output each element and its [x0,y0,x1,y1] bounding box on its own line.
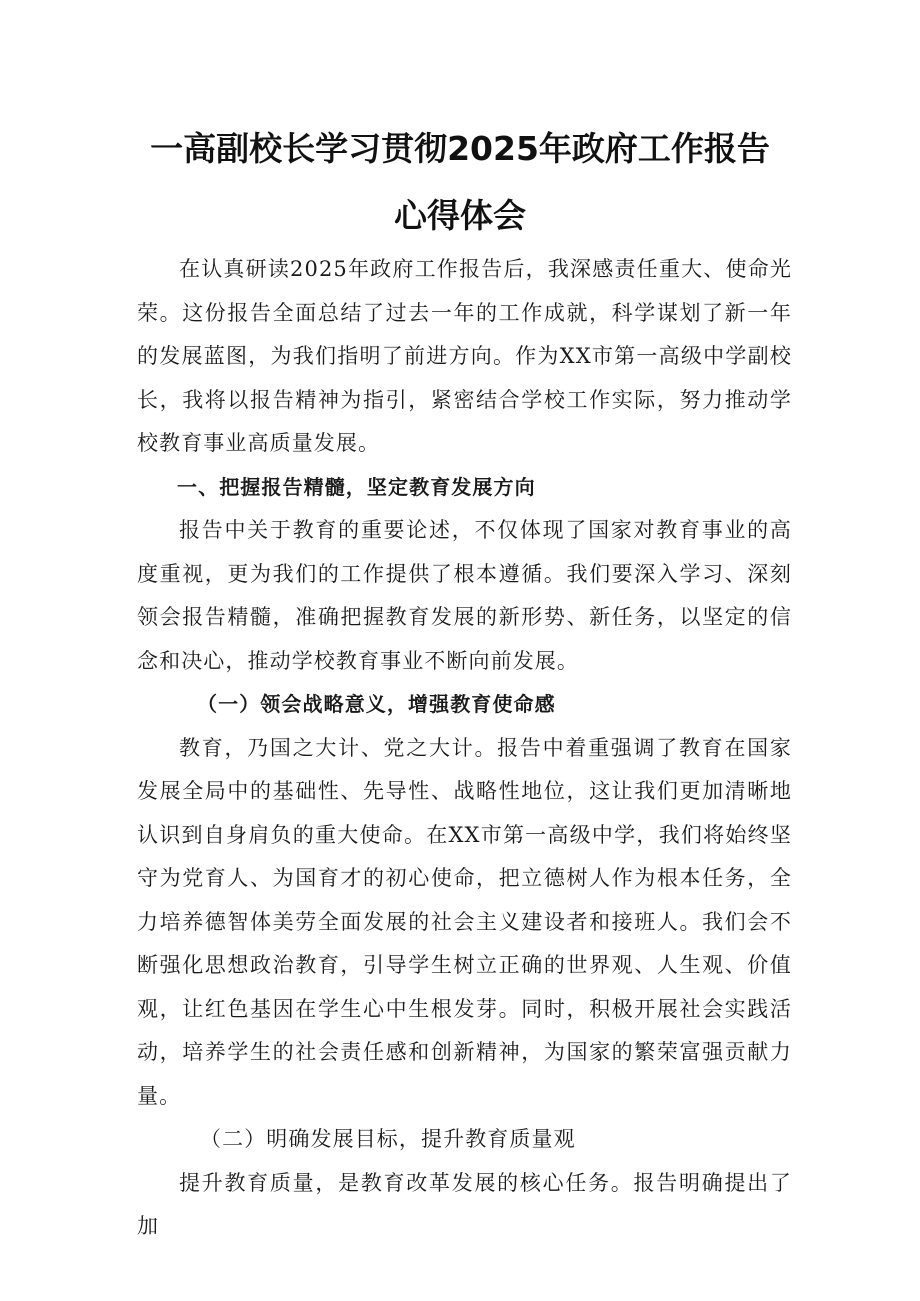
document-title-line-2: 心得体会 [394,196,526,235]
subsection-2-paragraph: 提升教育质量，是教育改革发展的核心任务。报告明确提出了加 [137,1170,792,1238]
subsection-heading-2: （二）明确发展目标，提升教育质量观 [200,1127,576,1151]
document-title-line-1: 一高副校长学习贯彻2025年政府工作报告 [150,129,770,168]
subsection-1-paragraph: 教育，乃国之大计、党之大计。报告中着重强调了教育在国家发展全局中的基础性、先导性、战略性地位，这让我们更加清晰地认识到自身肩负的重大使命。在XX市第一高级中学，我们将始终坚守为党育人、为国育才的初心使命，把立德树人作为根本任务，全力培养德智体美劳全面发展的社会主义建设者和接班人。我们会不断强化思想政治教育，引导学生树立正确的世界观、人生观、价值观，让红色基因在学生心中生根发芽。同时，积极开展社会实践活动，培养学生的社会责任感和创新精神，为国家的繁荣富强贡献力量。 [137,735,792,1108]
intro-paragraph: 在认真研读2025年政府工作报告后，我深感责任重大、使命光荣。这份报告全面总结了过去一年的工作成就，科学谋划了新一年的发展蓝图，为我们指明了前进方向。作为XX市第一高级中学副校长，我将以报告精神为指引，紧密结合学校工作实际，努力推动学校教育事业高质量发展。 [137,257,792,455]
section-1-paragraph: 报告中关于教育的重要论述，不仅体现了国家对教育事业的高度重视，更为我们的工作提供了根本遵循。我们要深入学习、深刻领会报告精髓，准确把握教育发展的新形势、新任务，以坚定的信念和决心，推动学校教育事业不断向前发展。 [137,518,792,673]
section-heading-1: 一、把握报告精髓，坚定教育发展方向 [177,474,536,499]
subsection-heading-1: （一）领会战略意义，增强教育使命感 [197,692,556,716]
document-body [137,248,792,1249]
